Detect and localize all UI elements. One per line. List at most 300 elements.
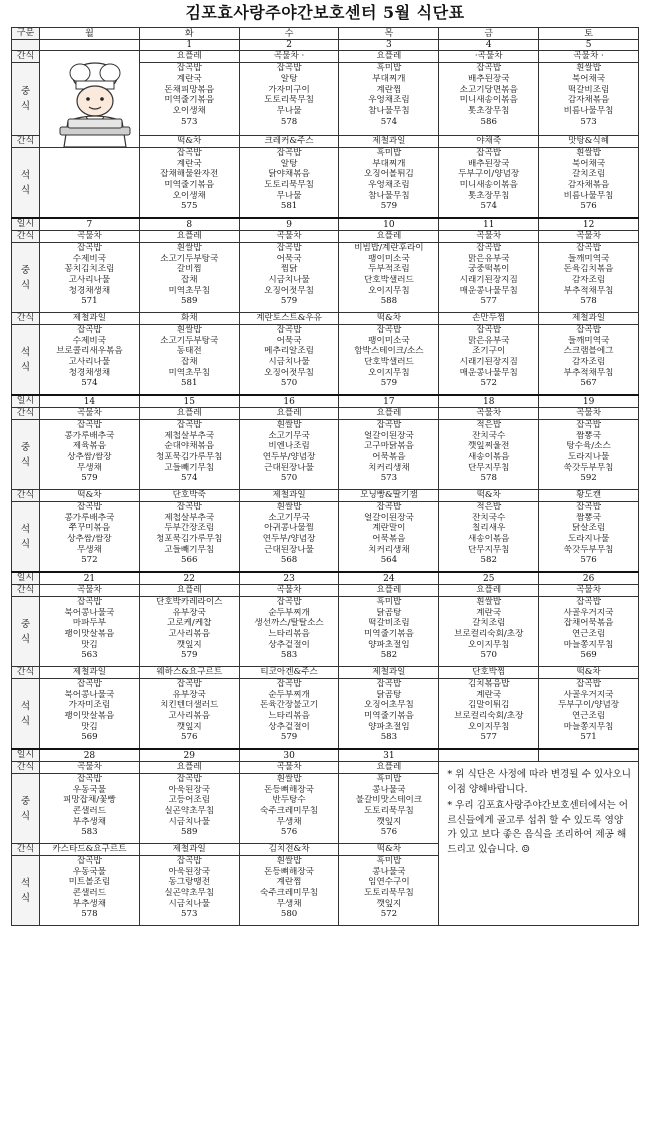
menu-item: 계란찜 (376, 84, 402, 95)
menu-item: 짬뽕국 (576, 512, 602, 523)
kcal-value: 582 (380, 650, 398, 661)
menu-item: 잡곡밥 (176, 856, 202, 866)
meal-cell (339, 502, 439, 573)
menu-item: 동그랑땡전 (168, 877, 210, 888)
menu-item: 쑥갓두부무침 (563, 462, 614, 473)
snack-cell-text: 제철과일 (72, 667, 107, 677)
snack-cell (439, 51, 539, 63)
menu-item: 부대찌개 (372, 74, 406, 85)
snack-cell-text: 카스타드&요구르트 (52, 844, 127, 854)
menu-item: 단무지무침 (467, 544, 510, 555)
row-label-text: 일시 (16, 396, 35, 406)
menu-item: 잡곡밥 (276, 325, 302, 335)
date-cell-text: 23 (283, 573, 295, 584)
menu-item: 잡곡밥 (576, 420, 602, 430)
menu-item: 사골우거지국 (563, 607, 614, 618)
menu-item: 잡곡밥 (76, 679, 102, 689)
snack-cell (539, 408, 639, 420)
menu-item: 순두부찌개 (268, 689, 310, 700)
row-label (12, 420, 40, 490)
menu-item: 고사리볶음 (168, 711, 210, 722)
menu-item: 잡곡밥 (76, 774, 102, 784)
snack-cell-text: 요플레 (376, 762, 402, 772)
menu-item: 콩나물국 (372, 866, 406, 877)
menu-item: 불갈비맛스테이크 (355, 795, 423, 806)
date-cell (139, 40, 239, 51)
menu-item: 임연수구이 (368, 877, 410, 888)
day-header (539, 28, 639, 40)
row-label (12, 572, 40, 585)
menu-item: 잡채 (180, 357, 198, 368)
snack-cell (139, 51, 239, 63)
menu-item: 상추쌈/쌈장 (67, 452, 112, 463)
date-cell-text: 10 (383, 219, 395, 230)
snack-cell-text: 곡물차 (76, 585, 102, 595)
snack-cell-text: 황도캔 (576, 490, 602, 500)
snack-cell-text: 곡물차 (76, 231, 102, 241)
meal-cell (239, 148, 339, 219)
snack-cell (239, 408, 339, 420)
meal-cell (40, 420, 140, 490)
menu-item: 미역초무침 (168, 367, 210, 378)
menu-item: 소고기두부탕국 (160, 335, 219, 346)
menu-item: 도토리묵무침 (363, 888, 414, 899)
date-cell-text: 18 (483, 396, 495, 407)
snack-cell (239, 667, 339, 679)
menu-item: 잡곡밥 (176, 63, 202, 74)
menu-item: 팽이맛살볶음 (64, 629, 115, 640)
menu-item: 깻잎지 (376, 898, 402, 909)
meal-cell (439, 420, 539, 490)
snack-cell-text: 요플레 (376, 51, 402, 62)
menu-item: 브로컬리숙회/초장 (454, 629, 524, 640)
snack-cell (239, 313, 339, 325)
menu-item: 브로컬리숙회/초장 (454, 711, 524, 722)
date-cell (539, 572, 639, 585)
row-label (12, 844, 40, 856)
menu-item: 치커리생채 (368, 462, 410, 473)
row-label-text: 석식 (20, 877, 31, 904)
kcal-value: 578 (81, 909, 98, 920)
snack-cell-text: 계란토스트&우유 (256, 313, 322, 323)
snack-cell-text: 제철과일 (571, 313, 606, 323)
menu-item: 비름나물무침 (563, 190, 614, 201)
kcal-value: 589 (181, 827, 198, 838)
meal-cell (539, 679, 639, 750)
menu-item: 매운콩나물무침 (459, 367, 518, 378)
menu-item: 순두부찌개 (268, 607, 310, 618)
menu-item: 돈육간장불고기 (260, 700, 319, 711)
menu-item: 흰쌀밥 (476, 597, 502, 607)
menu-item: 부대찌개 (372, 158, 406, 169)
note-text: * 우리 김포효사랑주야간보호센터에서는 어르신들에게 골고루 섭취 할 수 있도록 영양가 있고 보다 좋은 음식을 조리하여 제공 해드리고 있습니다. ☺ (447, 800, 629, 855)
menu-item: 잡곡밥 (576, 243, 602, 253)
kcal-value: 574 (81, 378, 98, 389)
date-cell (339, 218, 439, 231)
menu-item: 미역줄기볶음 (164, 95, 215, 106)
menu-item: 잡곡밥 (576, 502, 602, 512)
menu-item: 계란국 (176, 158, 202, 169)
snack-cell (40, 844, 140, 856)
kcal-value: 566 (181, 555, 198, 566)
menu-item: 부추생채 (72, 816, 107, 827)
date-cell (539, 40, 639, 51)
snack-cell-text: 요플레 (376, 231, 402, 241)
menu-item: 소고기당면볶음 (459, 84, 518, 95)
meal-cell (139, 774, 239, 844)
menu-item: 잡곡밥 (276, 63, 302, 74)
snack-cell (339, 762, 439, 774)
kcal-value: 571 (81, 296, 98, 307)
row-label (12, 774, 40, 844)
snack-cell-text: 요플레 (376, 408, 402, 418)
row-label (12, 395, 40, 408)
blank-label (12, 40, 40, 51)
snack-cell-text: 곡물차 (276, 231, 302, 241)
day-header-text: 금 (484, 28, 494, 39)
snack-cell-text: 떡&차 (77, 490, 102, 500)
menu-item: 미역줄기볶음 (363, 711, 414, 722)
menu-item: 치커리생채 (368, 544, 410, 555)
menu-item: 들깨미역국 (567, 335, 610, 346)
snack-cell-text: 요플레 (176, 51, 202, 62)
snack-cell-text: ·곡물차 (474, 51, 503, 62)
menu-item: 깻잎지 (176, 721, 202, 732)
menu-item: 양파초절임 (368, 721, 410, 732)
date-cell (339, 749, 439, 762)
menu-item: 미니새송이볶음 (459, 95, 518, 106)
menu-item: 잡곡밥 (576, 597, 602, 607)
menu-item: 잡곡밥 (76, 420, 102, 430)
snack-cell-text: 곡물차 (276, 585, 302, 595)
snack-cell (339, 490, 439, 502)
date-cell (239, 749, 339, 762)
menu-item: 적은밥 (476, 502, 502, 512)
menu-item: 들깨미역국 (567, 253, 610, 264)
row-label-text: 구분 (16, 28, 35, 38)
menu-item: 고들빼기무침 (164, 462, 215, 473)
meal-cell (40, 856, 140, 926)
menu-item: 부추생채 (72, 898, 107, 909)
menu-item: 닭살조림 (571, 523, 606, 534)
snack-cell-text: 요플레 (176, 762, 202, 772)
snack-cell-text: 웨하스&요구르트 (156, 667, 223, 677)
day-header (40, 28, 140, 40)
kcal-value: 576 (380, 827, 398, 838)
menu-item: 어묵볶음 (372, 452, 406, 463)
kcal-value: 579 (380, 201, 398, 212)
snack-cell-text: 야채죽 (476, 135, 502, 146)
row-label-text: 일시 (16, 219, 35, 229)
menu-item: 적은밥 (476, 420, 502, 430)
mascot-cell (40, 51, 140, 148)
menu-item: 계란국 (476, 689, 502, 700)
menu-item: 탕수육/소스 (566, 441, 611, 452)
menu-item: 오이생채 (172, 106, 206, 117)
menu-item: 소고기두부탕국 (160, 253, 219, 264)
kcal-value: 582 (480, 555, 497, 566)
menu-item: 알탕 (280, 158, 298, 169)
kcal-value: 588 (380, 296, 398, 307)
snack-cell (239, 231, 339, 243)
menu-item: 깻잎찌울전 (467, 441, 510, 452)
snack-cell-text: 곡물차 (576, 408, 602, 418)
meal-cell (339, 679, 439, 750)
meal-cell (139, 679, 239, 750)
menu-item: 시금치나물 (268, 275, 310, 286)
kcal-value: 575 (181, 201, 198, 212)
kcal-value: 592 (580, 473, 597, 484)
menu-item: 무생채 (76, 462, 102, 473)
menu-item: 마늘쫑지무침 (563, 639, 614, 650)
menu-item: 돈채피망볶음 (164, 84, 215, 95)
row-label (12, 243, 40, 313)
menu-item: 얼갈이된장국 (363, 430, 414, 441)
row-label (12, 679, 40, 750)
menu-item: 마늘쫑지무침 (563, 721, 614, 732)
menu-item: 상추겉절이 (268, 721, 310, 732)
meal-cell (40, 243, 140, 313)
row-label (12, 135, 40, 147)
menu-item: 갈치조림 (571, 169, 606, 180)
menu-item: 흰쌀밥 (176, 243, 202, 253)
kcal-value: 589 (181, 296, 198, 307)
menu-item: 무나물 (276, 190, 302, 201)
menu-item: 생선까스/탈탈소스 (254, 618, 324, 629)
kcal-value: 577 (480, 296, 497, 307)
menu-item: 콩나물국 (372, 784, 406, 795)
menu-item: 잔치국수 (472, 430, 506, 441)
snack-cell (539, 135, 639, 147)
kcal-value: 573 (580, 116, 597, 127)
row-label-text: 간식 (16, 408, 35, 418)
meal-cell (239, 679, 339, 750)
kcal-value: 579 (181, 650, 198, 661)
menu-item: 얼갈이된장국 (363, 512, 414, 523)
snack-cell (539, 313, 639, 325)
date-cell-text: 17 (383, 396, 395, 407)
row-label-text: 간식 (16, 667, 35, 677)
meal-cell (539, 502, 639, 573)
snack-cell (40, 490, 140, 502)
snack-cell-text: 요플레 (176, 408, 202, 418)
snack-cell-text: 제철과일 (372, 135, 406, 146)
row-label (12, 667, 40, 679)
menu-item: 흰쌀밥 (176, 325, 202, 335)
menu-item: 연두부/양념장 (262, 452, 316, 463)
menu-item: 톳초장무침 (467, 190, 510, 201)
menu-item: 제첩살부추국 (164, 512, 215, 523)
menu-item: 잔치국수 (472, 512, 506, 523)
meal-cell (339, 325, 439, 396)
menu-item: 부추적채무침 (563, 285, 614, 296)
snack-cell (239, 844, 339, 856)
menu-item: 아욱된장국 (168, 784, 210, 795)
menu-item: 잡곡밥 (376, 679, 402, 689)
snack-cell (439, 585, 539, 597)
menu-item: 비빔밥/계란후라이 (354, 243, 424, 253)
menu-item: 우엉채조림 (368, 95, 410, 106)
menu-item: 시래기된장지짐 (459, 275, 518, 286)
menu-item: 두부구이/양념장 (558, 700, 620, 711)
menu-item: 연근조림 (571, 711, 606, 722)
menu-item: 어묵볶음 (372, 534, 406, 545)
menu-item: 미트볼조림 (68, 877, 111, 888)
snack-cell-text: 제철과일 (372, 667, 406, 677)
menu-item: 실곤약초무침 (164, 888, 215, 899)
kcal-value: 574 (181, 473, 198, 484)
kcal-value: 567 (580, 378, 597, 389)
snack-cell (139, 844, 239, 856)
meal-cell (239, 774, 339, 844)
snack-cell-text: 제철과일 (72, 313, 107, 323)
menu-item: 닭곰탕 (376, 607, 402, 618)
menu-item: 북어채국 (571, 74, 606, 85)
snack-cell (139, 762, 239, 774)
snack-cell (40, 762, 140, 774)
snack-cell-text: 곡물차 · (273, 51, 305, 62)
kcal-value: 579 (280, 732, 298, 743)
menu-item: 잡곡밥 (276, 243, 302, 253)
menu-item: 유부장국 (172, 689, 206, 700)
row-label (12, 28, 40, 40)
menu-item: 오징어초무침 (363, 700, 414, 711)
menu-item: 고구마닭볶음 (363, 441, 414, 452)
menu-item: 계란찜 (276, 877, 302, 888)
snack-cell (439, 231, 539, 243)
snack-cell (139, 585, 239, 597)
menu-item: 닭곰탕 (376, 689, 402, 700)
row-label-text: 일시 (16, 573, 35, 583)
snack-cell (239, 762, 339, 774)
menu-item: 미니새송이볶음 (459, 180, 518, 191)
date-cell-text: 31 (383, 750, 395, 761)
meal-cell (239, 856, 339, 926)
snack-cell-text: 단호박찜 (472, 667, 506, 677)
menu-item: 도토리묵무침 (363, 806, 414, 817)
row-label-text: 석식 (20, 700, 31, 727)
date-cell-text: 8 (186, 219, 193, 230)
menu-item: 고로케/케찹 (167, 618, 212, 629)
date-cell-text: 14 (83, 396, 96, 407)
menu-item: 잡곡밥 (476, 63, 502, 74)
date-cell-text: 12 (582, 219, 595, 230)
menu-item: 고사리나물 (68, 275, 111, 286)
menu-item: 김말이튀김 (467, 700, 510, 711)
snack-cell (40, 231, 140, 243)
snack-cell (40, 408, 140, 420)
blank-cell (539, 749, 639, 762)
menu-item: 반두탕수 (272, 795, 306, 806)
kcal-value: 572 (380, 909, 398, 920)
menu-item: 흑미밥 (376, 774, 402, 784)
meal-cell (339, 420, 439, 490)
date-cell (239, 395, 339, 408)
menu-item: 감자조림 (571, 275, 606, 286)
menu-item: 잡곡밥 (376, 502, 402, 512)
menu-item: 도토리묵무침 (264, 95, 314, 106)
menu-table (11, 27, 639, 926)
menu-item: 비엔나조림 (268, 441, 310, 452)
menu-item: 잡곡밥 (376, 420, 402, 430)
snack-cell (40, 313, 140, 325)
meal-cell (539, 148, 639, 219)
day-header-text: 수 (284, 28, 294, 39)
date-cell-text: 7 (86, 219, 93, 230)
date-cell-text: 5 (585, 40, 592, 50)
date-cell (40, 572, 140, 585)
meal-cell (339, 243, 439, 313)
menu-item: 단호박샐러드 (363, 357, 414, 368)
row-label-text: 간식 (16, 585, 35, 595)
menu-item: 잡곡밥 (476, 148, 502, 158)
row-label (12, 856, 40, 926)
menu-item: 흰쌀밥 (276, 420, 302, 430)
menu-item: 두부구이/양념장 (458, 169, 520, 180)
meal-cell (40, 325, 140, 396)
kcal-value: 576 (280, 827, 298, 838)
menu-item: 흰쌀밥 (276, 774, 302, 784)
snack-cell-text: 곡물차 (576, 585, 602, 595)
menu-item: 상추겉절이 (268, 639, 310, 650)
kcal-value: 576 (580, 555, 597, 566)
date-cell (439, 218, 539, 231)
meal-cell (439, 148, 539, 219)
menu-item: 느타리볶음 (268, 629, 310, 640)
menu-item: 오이지무침 (467, 721, 510, 732)
snack-cell-text: 맛탕&식혜 (568, 135, 609, 146)
kcal-value: 569 (81, 732, 98, 743)
snack-cell (239, 51, 339, 63)
row-label (12, 408, 40, 420)
kcal-value: 571 (580, 732, 597, 743)
menu-item: 감자조림 (571, 357, 606, 368)
row-label-text: 일시 (16, 750, 35, 760)
row-label-text: 간식 (16, 762, 35, 772)
menu-item: 잡채어묵볶음 (563, 618, 614, 629)
menu-item: 잡곡밥 (476, 243, 502, 253)
meal-cell (439, 325, 539, 396)
menu-item: 흑미밥 (376, 597, 402, 607)
snack-cell (439, 490, 539, 502)
snack-cell (40, 585, 140, 597)
meal-cell (439, 597, 539, 667)
kcal-value: 568 (280, 555, 298, 566)
row-label-text: 중식 (20, 795, 31, 822)
meal-cell (539, 420, 639, 490)
date-cell (339, 395, 439, 408)
kcal-value: 579 (280, 296, 298, 307)
meal-cell (539, 63, 639, 135)
row-label (12, 585, 40, 597)
date-cell-text: 2 (286, 40, 292, 50)
meal-cell (139, 325, 239, 396)
kcal-value: 583 (280, 650, 298, 661)
snack-cell-text: 곡물차 (76, 408, 102, 418)
note-text: * 위 식단은 사정에 따라 변경될 수 있사오니 이점 양해바랍니다. (447, 769, 632, 795)
date-cell (139, 395, 239, 408)
snack-cell (339, 844, 439, 856)
menu-item: 참나물무침 (368, 106, 410, 117)
snack-cell-text: 곡물차 (276, 762, 302, 772)
date-cell-text: 29 (183, 750, 195, 761)
row-label-text: 중식 (20, 441, 31, 468)
menu-item: 유부장국 (172, 607, 206, 618)
menu-item: 무나물 (276, 106, 302, 117)
menu-item: 돈등뼈해장국 (264, 784, 314, 795)
day-header-text: 화 (184, 28, 194, 39)
menu-item: 숙주크레미무침 (260, 888, 319, 899)
